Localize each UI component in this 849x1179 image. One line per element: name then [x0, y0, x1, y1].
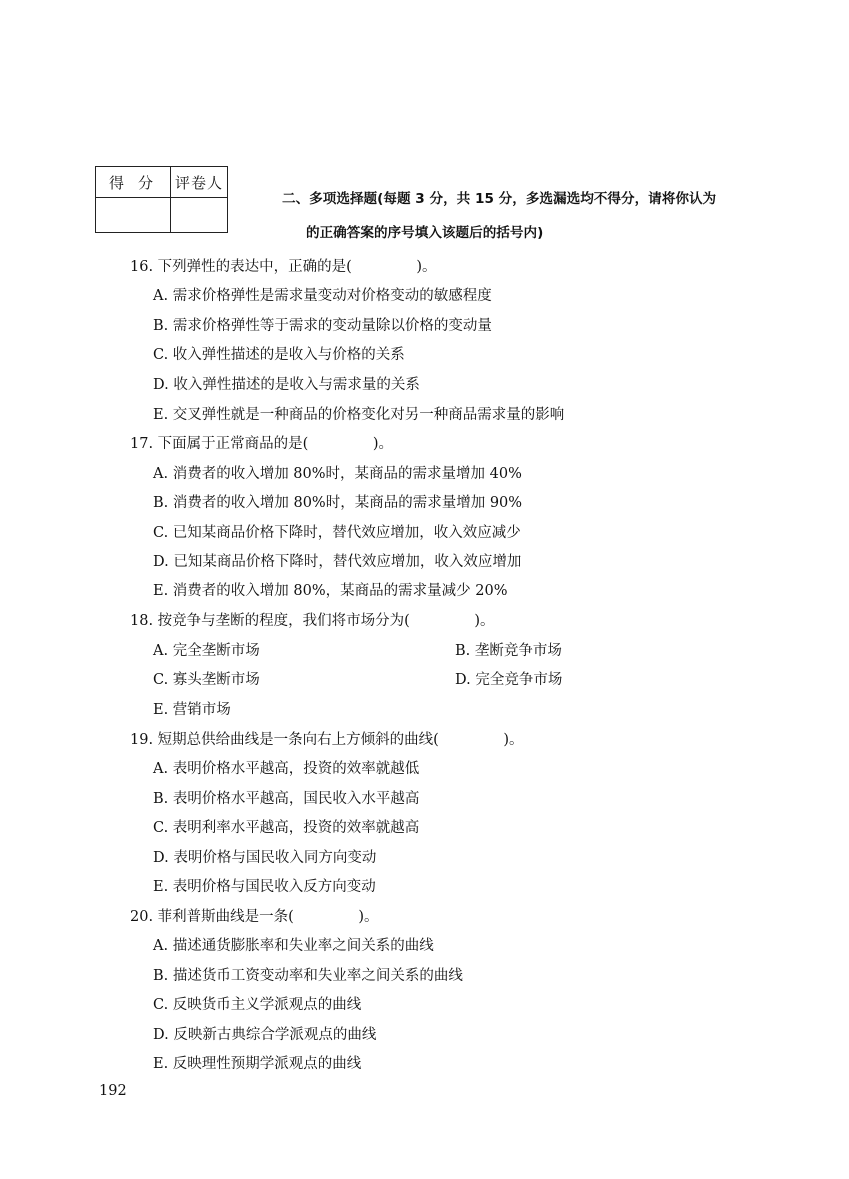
question-19-option-a: A. 表明价格水平越高，投资的效率就越低	[153, 761, 420, 777]
question-18-stem: 18. 按竞争与垄断的程度，我们将市场分为( )。	[130, 613, 495, 629]
question-16-option-d: D. 收入弹性描述的是收入与需求量的关系	[153, 377, 420, 393]
question-17-option-a: A. 消费者的收入增加 80%时，某商品的需求量增加 40%	[153, 466, 522, 482]
question-20-option-b: B. 描述货币工资变动率和失业率之间关系的曲线	[153, 968, 463, 984]
question-17-option-d: D. 已知某商品价格下降时，替代效应增加，收入效应增加	[153, 554, 522, 570]
score-box	[95, 166, 228, 233]
question-17-option-e: E. 消费者的收入增加 80%，某商品的需求量减少 20%	[153, 583, 508, 599]
question-16-option-e: E. 交叉弹性就是一种商品的价格变化对另一种商品需求量的影响	[153, 407, 565, 423]
grader-cell	[171, 198, 228, 233]
question-16-stem: 16. 下列弹性的表达中，正确的是( )。	[130, 259, 437, 275]
question-18-option-a: A. 完全垄断市场	[153, 643, 260, 659]
question-18-option-d: D. 完全竞争市场	[455, 672, 563, 688]
question-18-option-e: E. 营销市场	[153, 702, 231, 718]
question-19-option-e: E. 表明价格与国民收入反方向变动	[153, 879, 376, 895]
question-20-option-c: C. 反映货币主义学派观点的曲线	[153, 997, 362, 1013]
section-title-line-2: 的正确答案的序号填入该题后的括号内)	[306, 225, 544, 241]
question-20-stem: 20. 菲利普斯曲线是一条( )。	[130, 909, 379, 925]
question-16-option-b: B. 需求价格弹性等于需求的变动量除以价格的变动量	[153, 318, 492, 334]
score-label: 得分	[96, 167, 171, 198]
question-19-option-b: B. 表明价格水平越高，国民收入水平越高	[153, 791, 420, 807]
question-19-stem: 19. 短期总供给曲线是一条向右上方倾斜的曲线( )。	[130, 732, 524, 748]
section-title-line-1: 二、多项选择题(每题 3 分，共 15 分，多选漏选均不得分，请将你认为	[282, 191, 717, 207]
question-20-option-d: D. 反映新古典综合学派观点的曲线	[153, 1027, 377, 1043]
question-17-stem: 17. 下面属于正常商品的是( )。	[130, 436, 394, 452]
question-16-option-c: C. 收入弹性描述的是收入与价格的关系	[153, 347, 405, 363]
question-19-option-c: C. 表明利率水平越高，投资的效率就越高	[153, 820, 420, 836]
question-20-option-e: E. 反映理性预期学派观点的曲线	[153, 1056, 362, 1072]
question-18-option-b: B. 垄断竞争市场	[455, 643, 562, 659]
question-17-option-c: C. 已知某商品价格下降时，替代效应增加，收入效应减少	[153, 525, 521, 541]
question-16-option-a: A. 需求价格弹性是需求量变动对价格变动的敏感程度	[153, 288, 492, 304]
question-20-option-a: A. 描述通货膨胀率和失业率之间关系的曲线	[153, 938, 434, 954]
grader-label: 评卷人	[171, 167, 228, 198]
question-17-option-b: B. 消费者的收入增加 80%时，某商品的需求量增加 90%	[153, 495, 523, 511]
question-18-option-c: C. 寡头垄断市场	[153, 672, 260, 688]
page-number: 192	[99, 1083, 127, 1099]
question-19-option-d: D. 表明价格与国民收入同方向变动	[153, 850, 377, 866]
score-cell	[96, 198, 171, 233]
